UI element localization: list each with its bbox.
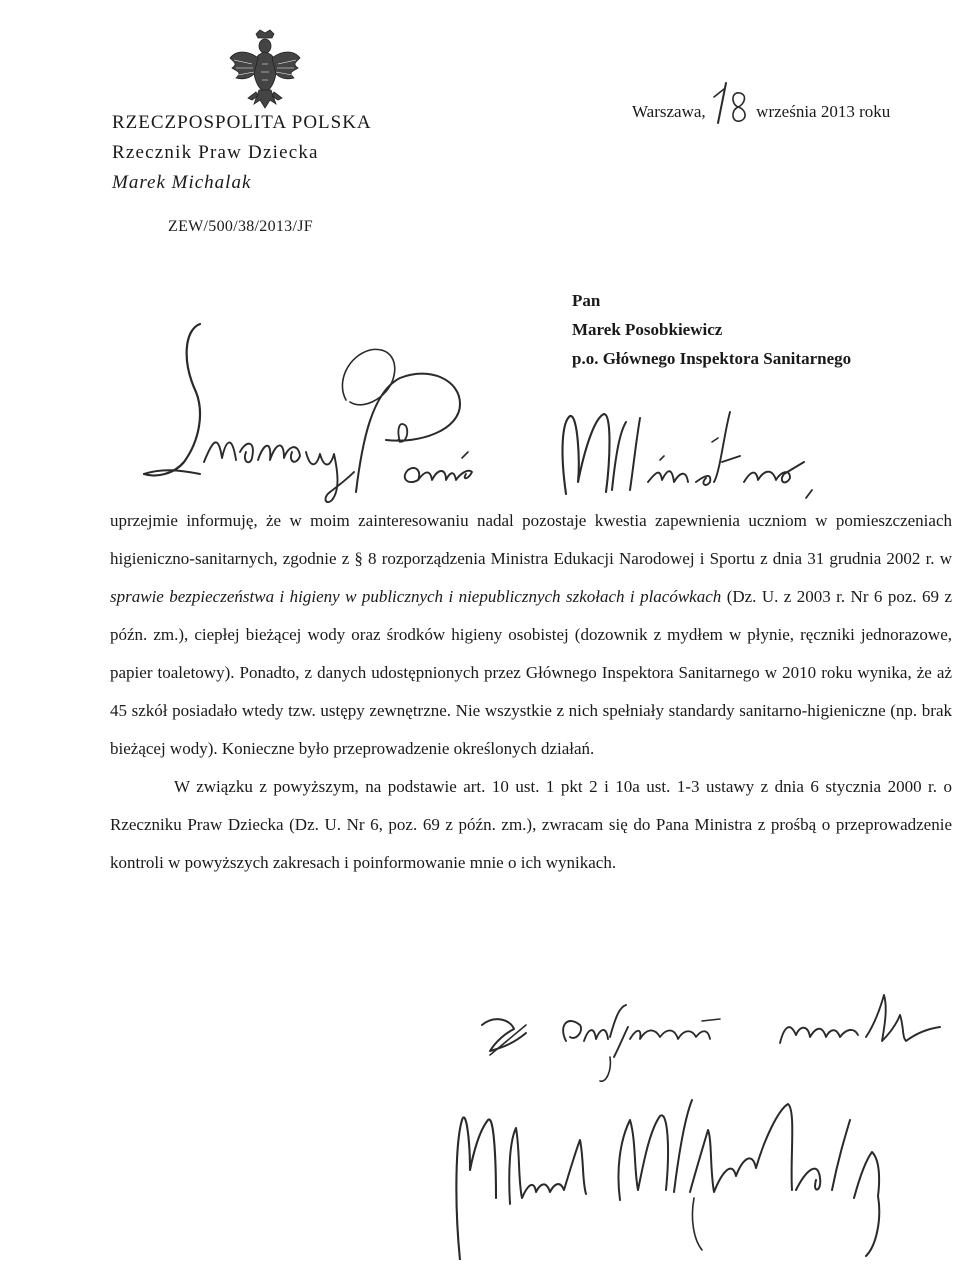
reference-number: ZEW/500/38/2013/JF xyxy=(168,218,313,235)
p1-text-start: uprzejmie informuję, że w moim zainteresowaniu nadal pozostaje kwestia zapewnienia uczniom w pomieszczeniach higieniczno-sanitarnych, zgodnie z § 8 rozporządzenia Ministra Edukacji Narodowej i Sportu z dnia 31 grudnia 2002 r. w xyxy=(110,511,952,568)
recipient-position: p.o. Głównego Inspektora Sanitarnego xyxy=(572,349,852,368)
handwritten-salutation xyxy=(100,322,920,512)
handwritten-day xyxy=(710,103,752,123)
p1-text-end: (Dz. U. z 2003 r. Nr 6 poz. 69 z późn. zm.), ciepłej bieżącej wody oraz środków higieny osobistej (dozownik z mydłem w płynie, ręczniki jednorazowe, papier toaletowy). Ponadto, z danych udostępnionych przez Głównego Inspektora Sanitarnego w 2010 roku wynika, że aż 45 szkół posiadało wtedy tzw. ustępy zewnętrzne. Nie wszystkie z nich spełniały standardy sanitarno-higieniczne (np. brak bieżącej wody). Konieczne było przeprowadzenie określonych działań. xyxy=(110,587,953,758)
p1-regulation-title: sprawie bezpieczeństwa i higieny w publicznych i niepublicznych szkołach i placówkach xyxy=(110,587,722,606)
handwritten-closing xyxy=(470,985,960,1085)
paragraph-2: W związku z powyższym, na podstawie art. 10 ust. 1 pkt 2 i 10a ust. 1-3 ustawy z dnia 6 stycznia 2000 r. o Rzeczniku Praw Dziecka (Dz. U. Nr 6, poz. 69 z późn. zm.), zwracam się do Pana Ministra z prośbą o przeprowadzenie kontroli w powyższych zakresach i poinformowanie mnie o ich wynikach. xyxy=(110,777,952,872)
author-signature xyxy=(440,1080,940,1260)
official-name: Marek Michalak xyxy=(112,172,252,193)
institution-name: Rzecznik Praw Dziecka xyxy=(112,142,319,163)
letter-body xyxy=(110,502,952,882)
recipient-title: Pan xyxy=(572,291,601,310)
date-place: Warszawa, xyxy=(632,102,706,121)
sender-header xyxy=(112,108,372,198)
paragraph-1 xyxy=(110,502,952,768)
date-line xyxy=(632,102,890,123)
recipient-name: Marek Posobkiewicz xyxy=(572,320,723,339)
country-name: RZECZPOSPOLITA POLSKA xyxy=(112,112,372,133)
date-rest: września 2013 roku xyxy=(756,102,891,121)
eagle-emblem-icon xyxy=(226,28,304,110)
